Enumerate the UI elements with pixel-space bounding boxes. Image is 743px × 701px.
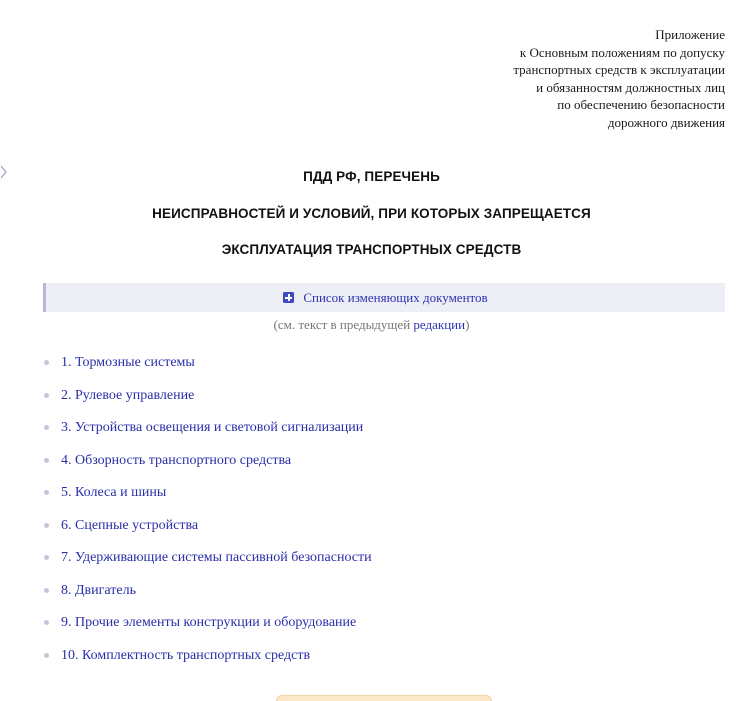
toc-item: [44, 387, 372, 420]
appendix-line: по обеспечению безопасности: [557, 97, 725, 112]
bullet-icon: [44, 458, 49, 463]
toc-link-visibility[interactable]: 4. Обзорность транспортного средства: [61, 452, 292, 468]
plus-square-icon[interactable]: [283, 292, 294, 303]
appendix-line: и обязанностям должностных лиц: [536, 79, 725, 95]
toc-item: [44, 419, 372, 452]
document-title-line-1: ПДД РФ, ПЕРЕЧЕНЬ: [303, 169, 440, 184]
toc-item: [44, 484, 372, 517]
document-title-line-3: ЭКСПЛУАТАЦИЯ ТРАНСПОРТНЫХ СРЕДСТВ: [221, 242, 522, 257]
bullet-icon: [44, 555, 49, 560]
bullet-icon: [44, 523, 49, 528]
previous-edition-note: [0, 317, 743, 333]
toc-link-wheels[interactable]: 5. Колеса и шины: [61, 485, 167, 500]
document-title-line-2: НЕИСПРАВНОСТЕЙ И УСЛОВИЙ, ПРИ КОТОРЫХ ЗАПРЕЩАЕТСЯ: [152, 206, 591, 221]
toc-link-brakes[interactable]: 1. Тормозные системы: [61, 355, 195, 370]
toc-link-lighting[interactable]: 3. Устройства освещения и световой сигнализации: [61, 420, 364, 435]
previous-edition-close: ): [465, 317, 470, 332]
appendix-line: к Основным положениям по допуску: [519, 44, 725, 60]
bullet-icon: [44, 425, 49, 430]
toc-link-other-elements[interactable]: 9. Прочие элементы конструкции и оборудование: [61, 615, 357, 630]
toc-item: [44, 549, 372, 582]
toc-link-completeness[interactable]: 10. Комплектность транспортных средств: [61, 647, 311, 663]
changing-documents-link[interactable]: Список изменяющих документов: [303, 289, 488, 305]
bullet-icon: [44, 588, 49, 593]
toc-link-steering[interactable]: 2. Рулевое управление: [61, 387, 195, 403]
toc-item: [44, 582, 372, 615]
previous-edition-text: (см. текст в предыдущей: [273, 317, 414, 332]
appendix-line: дорожного движения: [607, 114, 725, 130]
toc-link-engine[interactable]: 8. Двигатель: [61, 582, 136, 598]
bullet-icon: [44, 490, 49, 495]
table-of-contents: [44, 354, 372, 679]
toc-link-couplings[interactable]: 6. Сцепные устройства: [61, 517, 199, 533]
toc-item: [44, 517, 372, 550]
toc-item: [44, 647, 372, 680]
bottom-action-button[interactable]: [276, 695, 492, 701]
toc-item: [44, 614, 372, 647]
bullet-icon: [44, 360, 49, 365]
appendix-line: транспортных средств к эксплуатации: [513, 62, 725, 77]
toc-link-restraints[interactable]: 7. Удерживающие системы пассивной безопасности: [61, 550, 372, 565]
toc-item: [44, 452, 372, 485]
appendix-line: Приложение: [655, 27, 725, 42]
appendix-header: [405, 26, 725, 131]
changing-documents-panel[interactable]: [43, 283, 725, 312]
bullet-icon: [44, 393, 49, 398]
toc-item: [44, 354, 372, 387]
bullet-icon: [44, 653, 49, 658]
previous-edition-link[interactable]: редакции: [413, 317, 466, 332]
bullet-icon: [44, 620, 49, 625]
